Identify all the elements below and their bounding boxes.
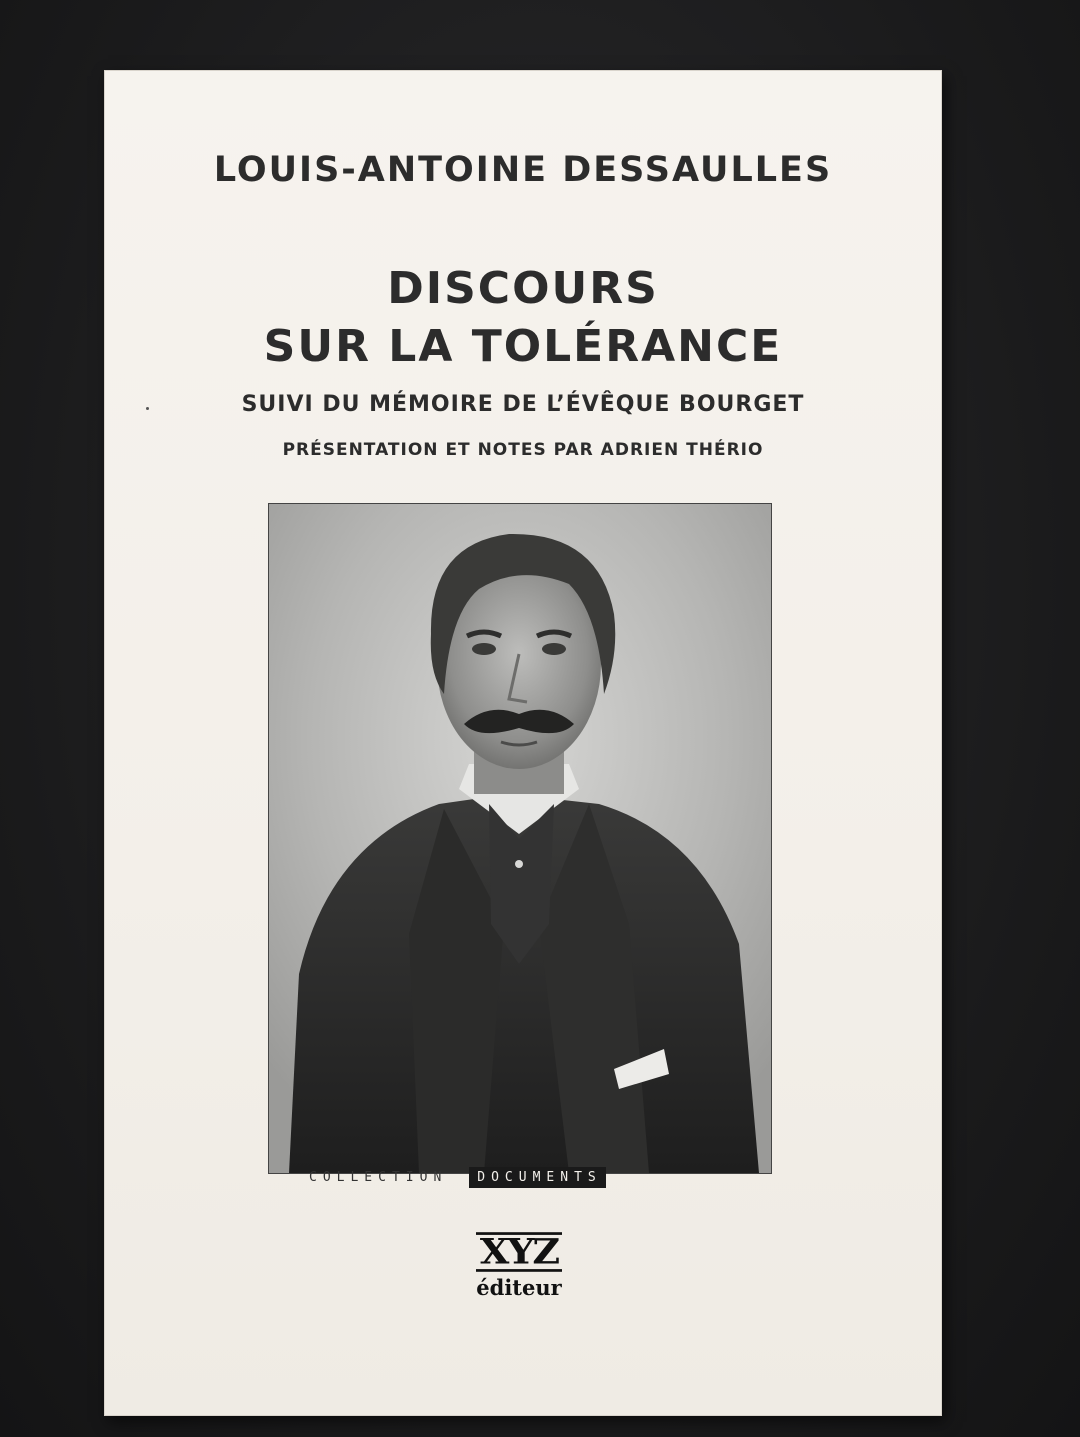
portrait-illustration [269, 504, 771, 1173]
book-subtitle: SUIVI DU MÉMOIRE DE L’ÉVÊQUE BOURGET [241, 392, 805, 417]
collection-label: COLLECTION [309, 1169, 448, 1185]
book-cover [104, 70, 942, 1416]
collection-line [309, 1166, 606, 1188]
collection-name-badge: DOCUMENTS [469, 1167, 605, 1188]
tie-pin [515, 860, 523, 868]
book-title [104, 260, 942, 376]
title-line-2: SUR LA TOLÉRANCE [263, 321, 783, 372]
author-name: LOUIS-ANTOINE DESSAULLES [213, 150, 833, 190]
title-line-1: DISCOURS [387, 263, 659, 314]
man-portrait-photo-icon [268, 503, 772, 1174]
xyz-publisher-logo-icon [459, 1230, 579, 1300]
right-eye [542, 643, 566, 655]
logo-letters: XYZ [476, 1232, 562, 1272]
left-eye [472, 643, 496, 655]
presentation-credit: PRÉSENTATION ET NOTES PAR ADRIEN THÉRIO [282, 440, 764, 460]
logo-editeur: éditeur [476, 1275, 562, 1300]
